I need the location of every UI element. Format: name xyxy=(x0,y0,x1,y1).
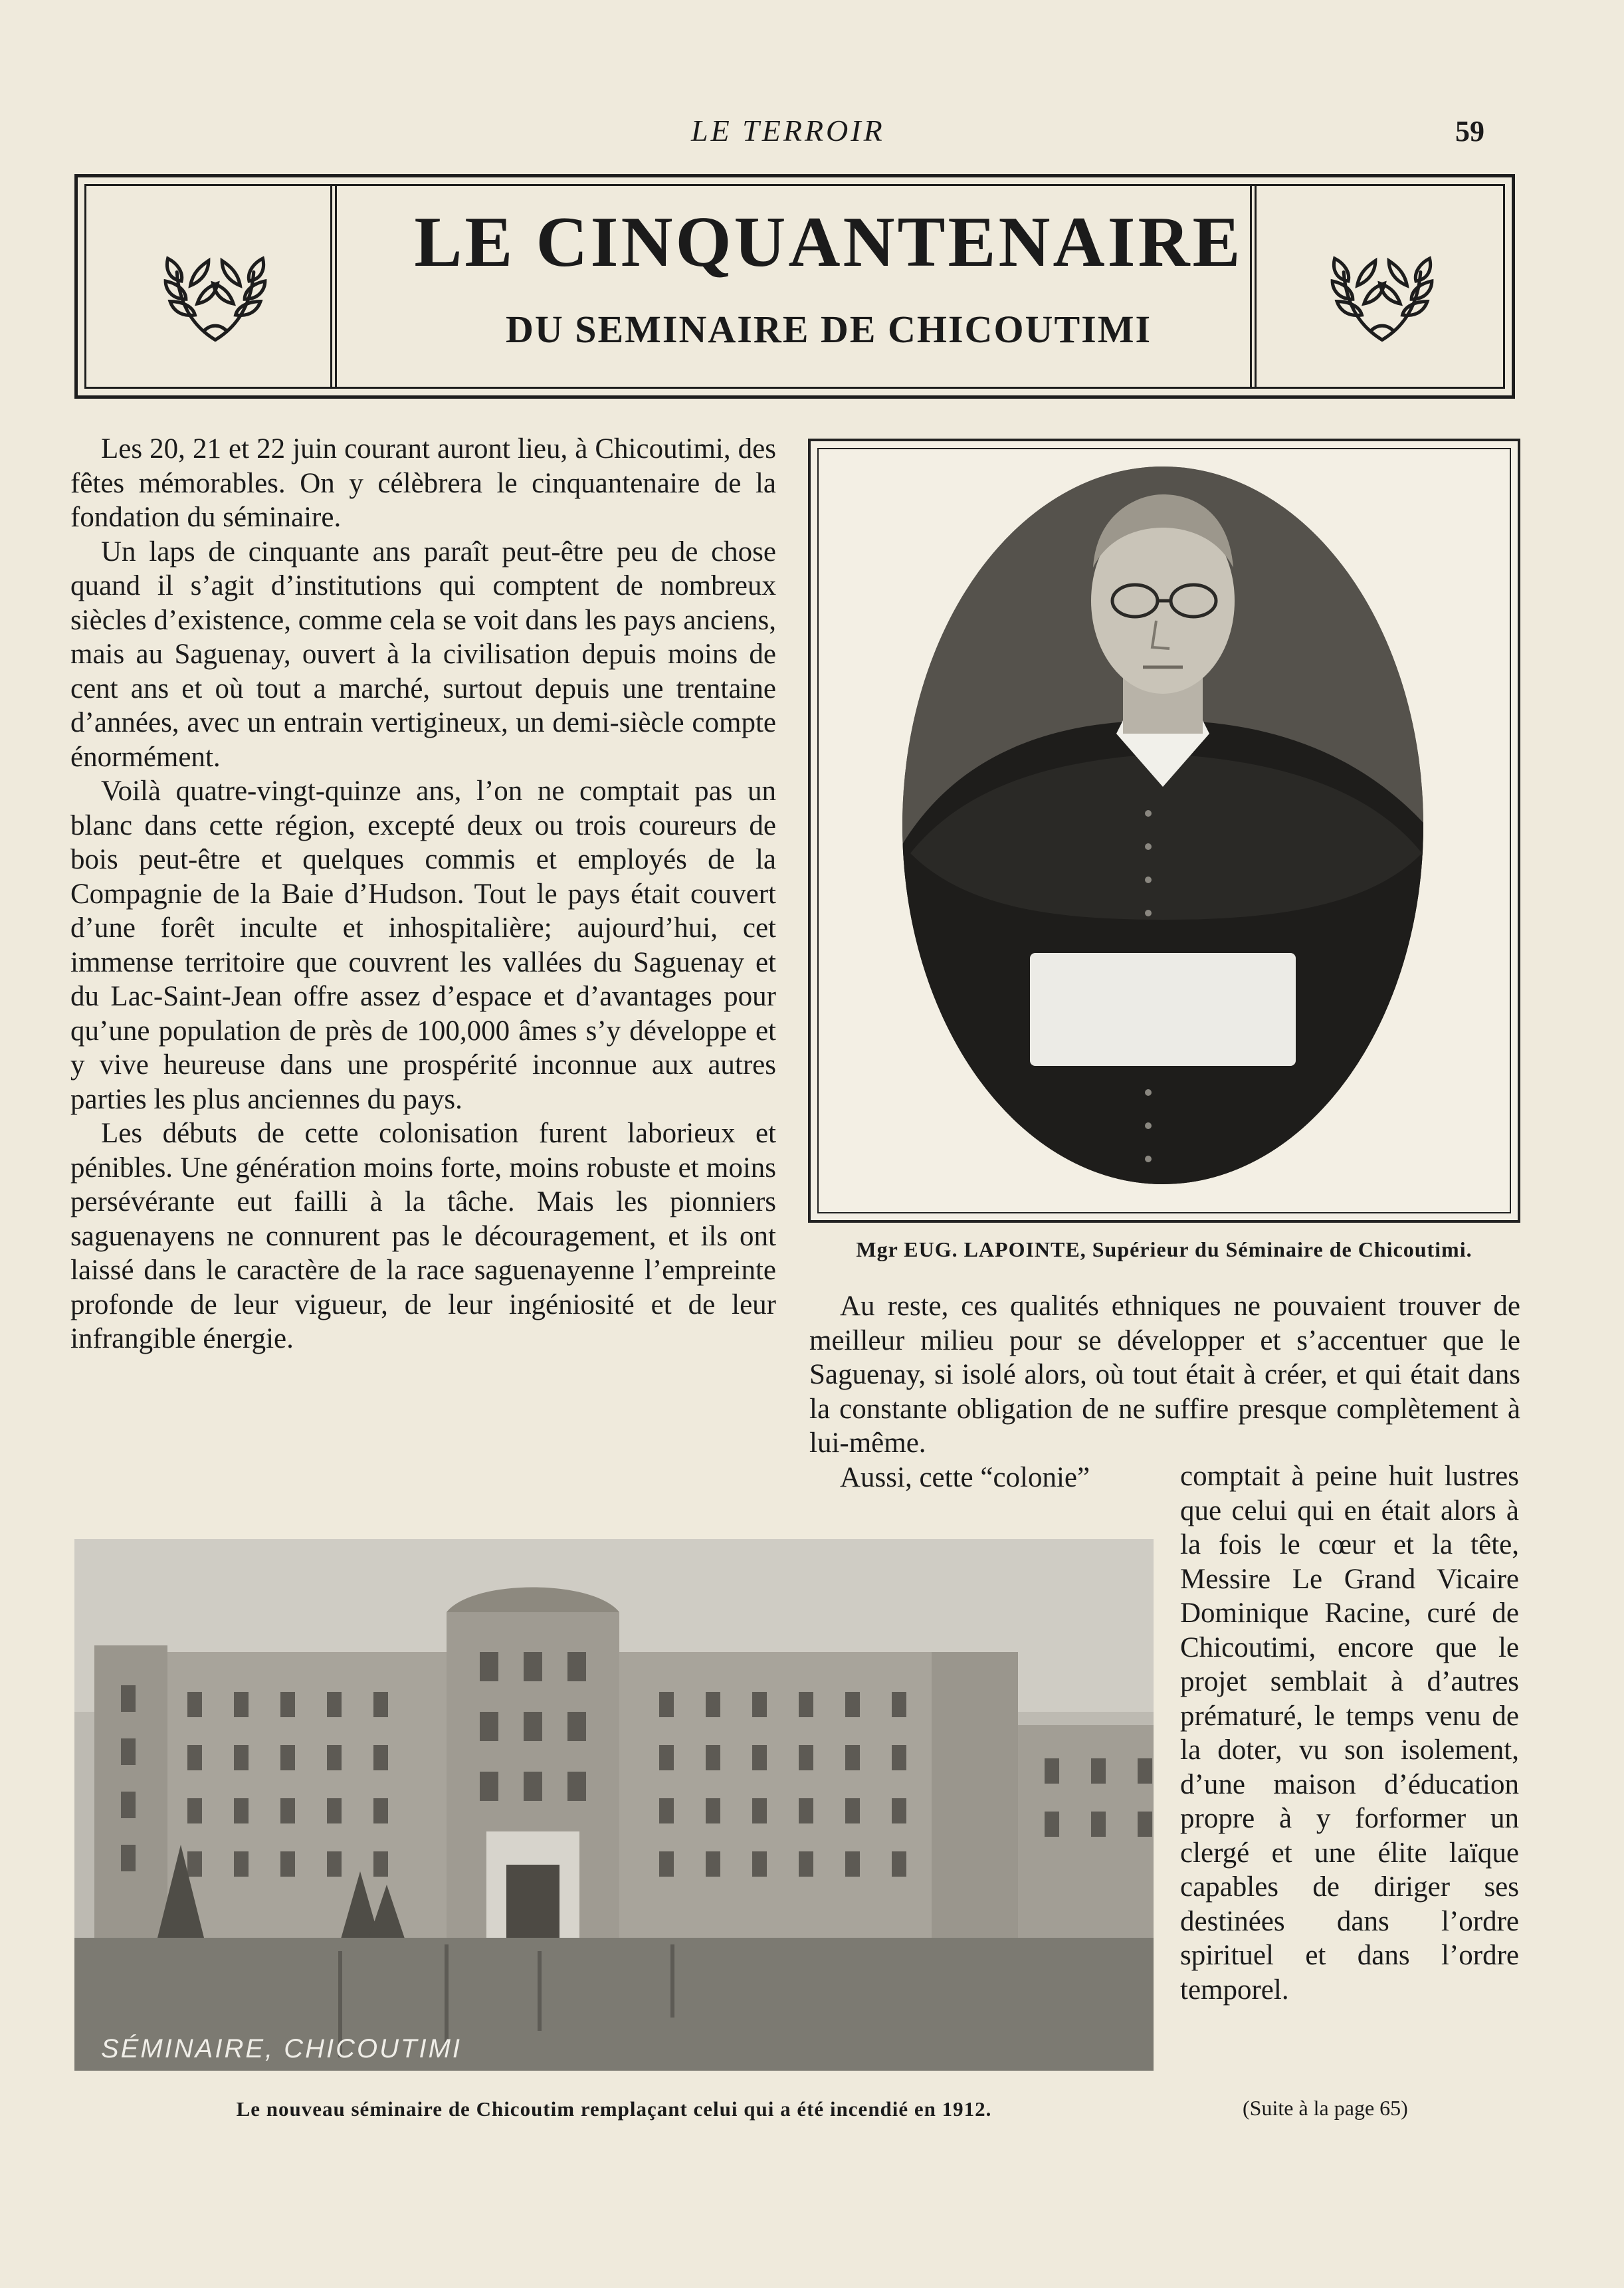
portrait-photo xyxy=(808,439,1520,1223)
seminary-building-image xyxy=(74,1539,1154,2071)
paragraph: comptait à peine huit lustres que celui qui en était alors à la fois le cœur et la tête, Messire Le Grand Vicaire Dominique Racine, curé de Chicoutimi, encore que le projet semblait à d’autres prématuré, le temps venu de la doter, vu son isolement, d’une maison d’éducation propre à y forformer un clergé et une élite laïque capables de diriger ses destinées dans l’ordre spirituel et dans l’ordre temporel. xyxy=(1180,1461,1519,2006)
paragraph: Les 20, 21 et 22 juin courant auront lieu, à Chicoutimi, des fêtes mémorables. On y célèbrera le cinquantenaire de la fondation du séminaire. xyxy=(70,433,776,533)
article-narrow-column xyxy=(1180,1459,1519,2007)
paragraph: Aussi, cette “colonie” xyxy=(840,1461,1090,1493)
portrait-caption: Mgr EUG. LAPOINTE, Supérieur du Séminaire de Chicoutimi. xyxy=(856,1237,1472,1261)
article-subtitle: DU SEMINAIRE DE CHICOUTIMI xyxy=(505,308,1152,351)
laurel-wreath-icon xyxy=(159,236,272,349)
paragraph: Au reste, ces qualités ethniques ne pouvaient trouver de meilleur milieu pour se développer et s’accentuer que le Saguenay, si isolé alors, où tout était à créer, et qui était dans la constante obligation de ne suffire presque complètement à lui-même. xyxy=(809,1291,1520,1459)
page-number: 59 xyxy=(1455,115,1484,148)
article-title: LE CINQUANTENAIRE xyxy=(414,203,1243,282)
article-left-column xyxy=(70,432,776,1356)
title-frame xyxy=(74,174,1515,399)
continued-note: (Suite à la page 65) xyxy=(1243,2096,1408,2120)
photo-inscription: SÉMINAIRE, CHICOUTIMI xyxy=(101,2034,462,2063)
paragraph: Les débuts de cette colonisation furent laborieux et pénibles. Une génération moins forte, moins robuste et moins persévérante eut failli à la tâche. Mais les pionniers saguenayens ne connurent pas le découragement, et ils ont laissé dans le caractère de la race saguenayenne l’empreinte profonde de leur vigueur, de leur ingéniosité et de leur infrangible énergie. xyxy=(70,1118,776,1354)
seminary-photo xyxy=(74,1539,1154,2071)
photo-caption: Le nouveau séminaire de Chicoutim remplaçant celui qui a été incendié en 1912. xyxy=(236,2097,992,2121)
running-header-title: LE TERROIR xyxy=(691,114,885,148)
portrait-image xyxy=(811,441,1518,1220)
paragraph: Voilà quatre-vingt-quinze ans, l’on ne comptait pas un blanc dans cette région, excepté deux ou trois coureurs de bois peut-être et quelques commis et employés de la Compagnie de la Baie d’Hudson. Tout le pays était couvert d’une forêt inculte et inhospitalière; aujourd’hui, cet immense territoire que couvrent les vallées du Saguenay et du Lac-Saint-Jean offre assez d’espace et d’avantages pour qu’une population de près de 100,000 âmes s’y développe et y vive heureuse dans une prospérité inconnue aux autres parties les plus anciennes du pays. xyxy=(70,776,776,1115)
paragraph: Un laps de cinquante ans paraît peut-être peu de chose quand il s’agit d’institutions qui comptent de nombreux siècles d’existence, comme cela se voit dans les pays anciens, mais au Saguenay, ouvert à la civilisation depuis moins de cent ans et où tout a marché, surtout depuis une trentaine d’années, avec un entrain vertigineux, un demi-siècle compte énormément. xyxy=(70,536,776,773)
laurel-wreath-icon xyxy=(1326,236,1439,349)
